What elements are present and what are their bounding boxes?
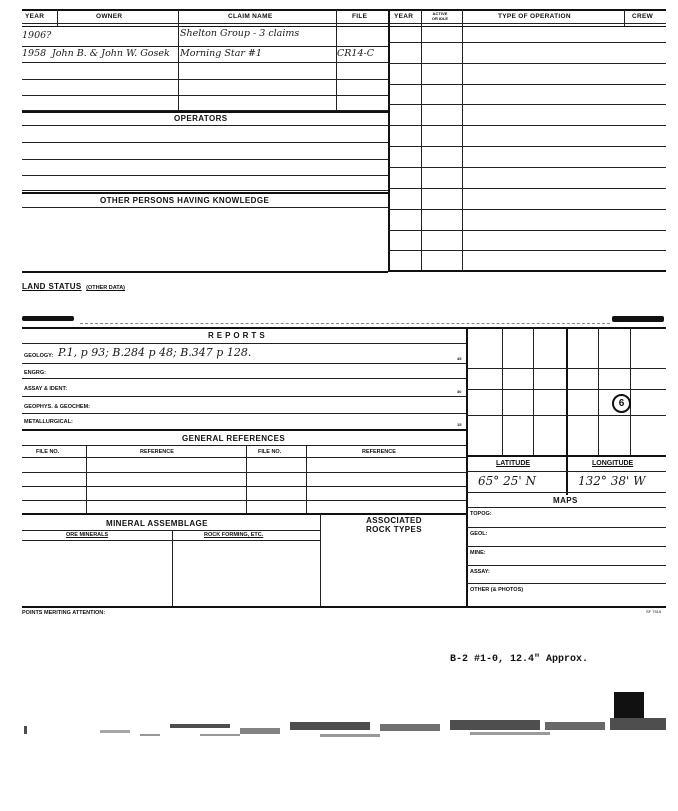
latitude-value: 65° 25' N	[478, 474, 536, 488]
claim-row-2-owner: John B. & John W. Gosek	[52, 48, 170, 59]
scale-15: 15	[457, 422, 462, 427]
section-maps: MAPS	[553, 496, 578, 505]
rock-types-label: ROCK TYPES	[365, 525, 422, 534]
header-year: YEAR	[25, 13, 45, 20]
claim-row-2-claim-name: Morning Star #1	[180, 48, 262, 59]
gen-ref-file-no-2: FILE NO.	[258, 449, 282, 455]
section-mineral-assemblage: MINERAL ASSEMBLAGE	[106, 519, 208, 528]
section-other-persons: OTHER PERSONS HAVING KNOWLEDGE	[100, 196, 270, 205]
header-or-idle: OR IDLE	[431, 16, 449, 21]
gen-ref-reference-1: REFERENCE	[140, 449, 174, 455]
header-crew: CREW	[632, 13, 654, 20]
header-type-of-operation: TYPE OF OPERATION	[498, 13, 571, 20]
claim-row-2-file: CR14-C	[337, 48, 374, 59]
header-year-2: YEAR	[394, 13, 414, 20]
section-general-references: GENERAL REFERENCES	[182, 434, 286, 443]
claim-row-1-claim-name: Shelton Group - 3 claims	[180, 28, 300, 39]
typed-note: B-2 #1-0, 12.4" Approx.	[450, 654, 589, 665]
geology-label: GEOLOGY:	[24, 353, 54, 359]
maps-geol: GEOL:	[470, 531, 488, 537]
header-claim-name: CLAIM NAME	[228, 13, 273, 20]
ore-minerals-label: ORE MINERALS	[66, 532, 109, 538]
grid-mark-value: 6	[618, 398, 625, 409]
header-file: FILE	[352, 13, 368, 20]
gen-ref-file-no-1: FILE NO.	[36, 449, 60, 455]
section-land-status: LAND STATUS	[22, 282, 82, 291]
header-owner: OWNER	[96, 13, 123, 20]
form-code: SF 7515	[646, 609, 662, 614]
latitude-label: LATITUDE	[496, 460, 531, 467]
scale-45: 45	[457, 356, 462, 361]
assay-ident-label: ASSAY & IDENT:	[24, 386, 68, 392]
geology-value: P.1, p 93; B.284 p 48; B.347 p 128.	[58, 346, 252, 359]
maps-assay: ASSAY:	[470, 569, 490, 575]
geophys-label: GEOPHYS. & GEOCHEM:	[24, 404, 91, 410]
grid-location-marker	[612, 394, 631, 413]
header-active: ACTIVE	[432, 11, 448, 16]
section-operators: OPERATORS	[174, 114, 228, 123]
metallurgical-label: METALLURGICAL:	[24, 419, 73, 425]
maps-other: OTHER (& PHOTOS)	[470, 587, 524, 593]
longitude-value: 132° 38' W	[578, 474, 646, 488]
scale-30: 30	[457, 389, 462, 394]
engrg-label: ENGRG:	[24, 370, 46, 376]
gen-ref-reference-2: REFERENCE	[362, 449, 396, 455]
associated-label: ASSOCIATED	[366, 516, 422, 525]
points-meriting-label: POINTS MERITING ATTENTION:	[22, 610, 106, 616]
maps-mine: MINE:	[470, 550, 486, 556]
section-land-status-sub: (OTHER DATA)	[86, 285, 126, 291]
longitude-label: LONGITUDE	[592, 460, 634, 467]
maps-topog: TOPOG:	[470, 511, 492, 517]
claim-row-1-year: 1906?	[22, 30, 52, 41]
rock-forming-label: ROCK FORMING, ETC.	[204, 532, 264, 538]
section-reports: R E P O R T S	[208, 331, 266, 340]
scan-noise-strip	[0, 700, 678, 760]
claim-row-2-year: 1958	[22, 48, 47, 59]
